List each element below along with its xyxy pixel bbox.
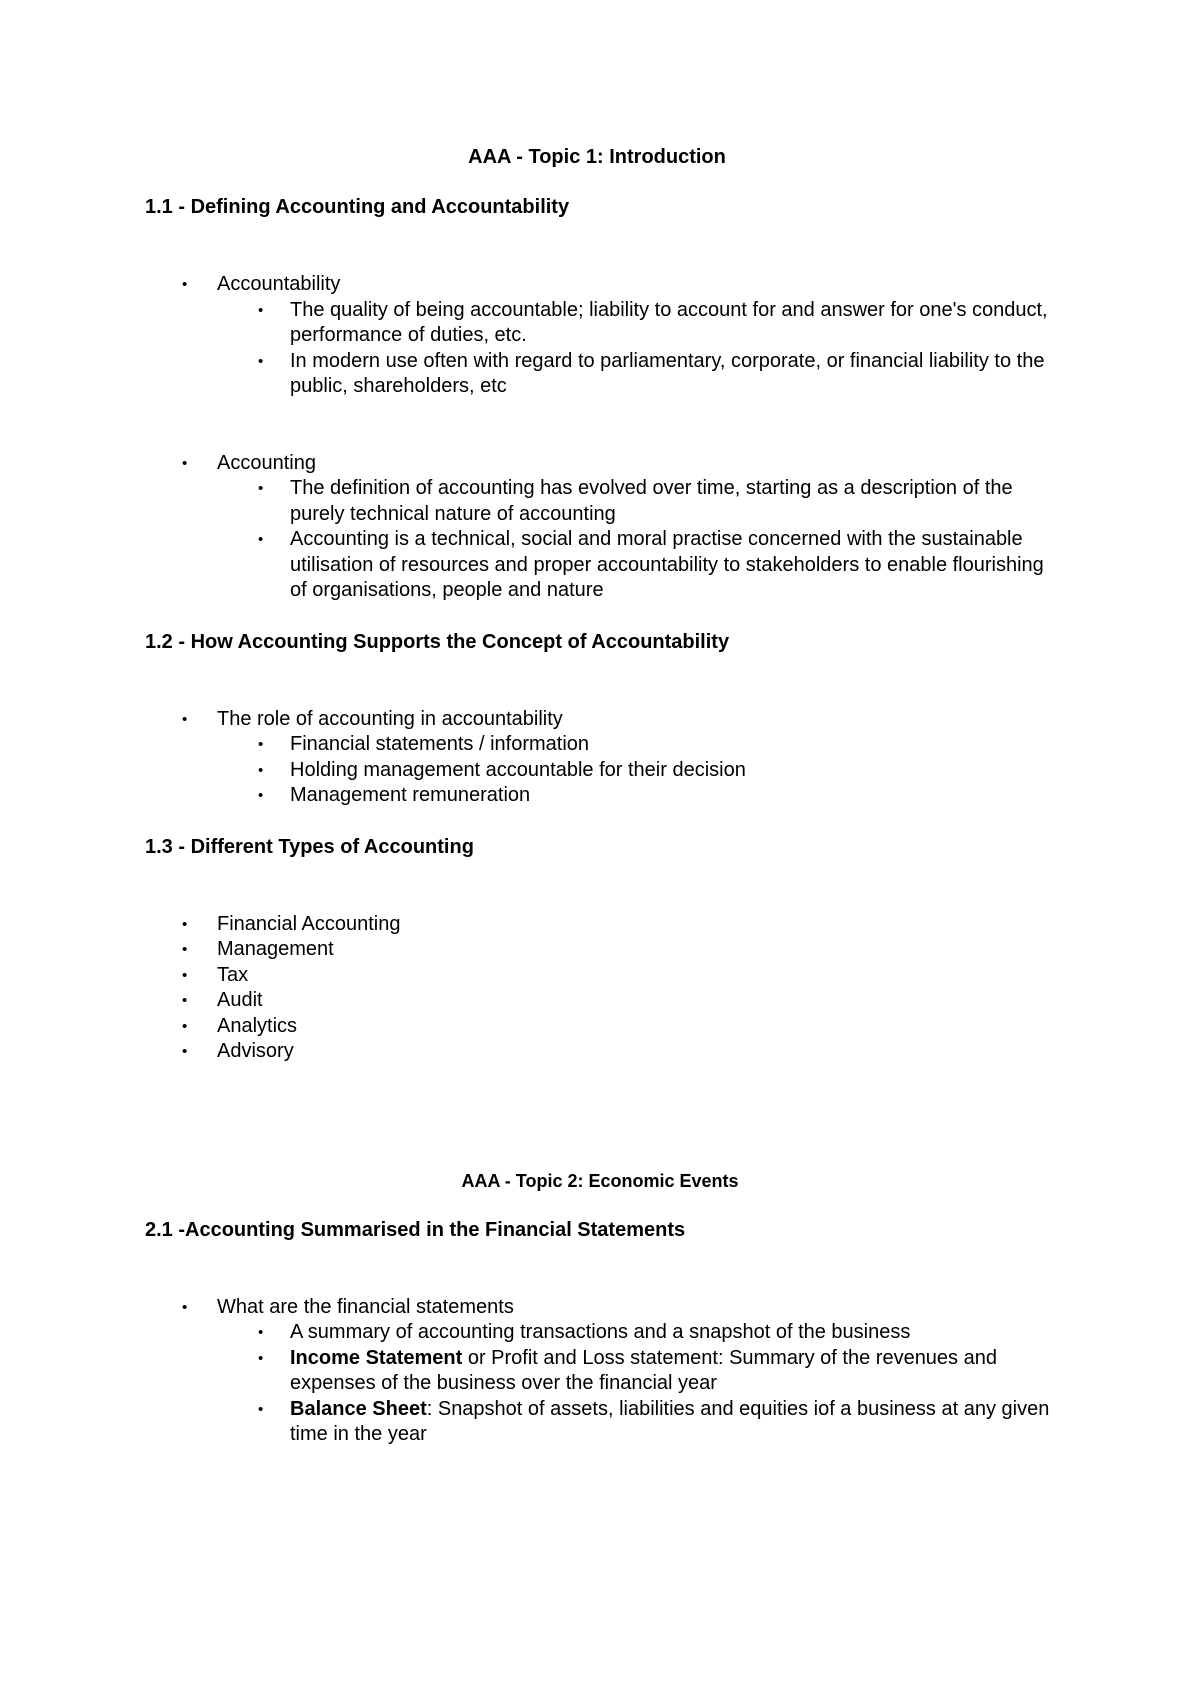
accounting-sublist xyxy=(217,476,1055,604)
bullet-icon: • xyxy=(258,531,264,548)
bullet-icon: • xyxy=(182,966,188,984)
bullet-icon: • xyxy=(182,915,188,933)
bullet-icon: • xyxy=(258,761,264,779)
bullet-icon: • xyxy=(258,736,264,753)
bullet-icon: • xyxy=(258,787,264,804)
list-item: • Analytics xyxy=(145,1014,1055,1040)
list-item: • Holding management accountable for their decision xyxy=(217,758,1055,784)
list-item: • Financial Accounting xyxy=(145,912,1055,938)
list-item-accounting: • Accounting • The definition of accounting has evolved over time, starting as a description of the purely technical nature of accounting • Accounting is a technical, social and moral practise concerned with the sustainable utilisation of resources and proper accountability to stakeholders to enable flourishing of organisations, people and nature xyxy=(145,451,1055,604)
bullet-icon: • xyxy=(182,941,188,958)
section-1-1-list xyxy=(145,272,1055,604)
list-item-balance-sheet: • Balance Sheet: Snapshot of assets, liabilities and equities iof a business at any given time in the year xyxy=(258,1397,1050,1445)
list-item: • In modern use often with regard to parliamentary, corporate, or financial liability to the public, shareholders, etc xyxy=(258,349,1045,397)
section-1-2-heading: 1.2 - How Accounting Supports the Concept of Accountability xyxy=(145,630,730,653)
topic1-title: AAA - Topic 1: Introduction xyxy=(468,146,726,168)
list-item-financial-statements: • What are the financial statements • A summary of accounting transactions and a snapshot of the business • Income Statement or Profit and Loss statement: Summary of the revenues and expenses of the business over the financial year • Balance Sheet: Snapshot of assets, liabilities and equities iof a business at any given time in the year xyxy=(145,1295,1055,1448)
bullet-icon: • xyxy=(258,1400,264,1418)
list-item: • Audit xyxy=(145,988,1055,1014)
list-item: • The quality of being accountable; liability to account for and answer for one's conduct, performance of duties, etc. xyxy=(258,298,1048,346)
list-item: • Management xyxy=(145,937,1055,963)
section-2-1-list xyxy=(145,1295,1055,1448)
section-1-1-heading: 1.1 - Defining Accounting and Accountability xyxy=(145,196,570,218)
list-item: • The definition of accounting has evolved over time, starting as a description of the purely technical nature of accounting xyxy=(258,477,1013,525)
bullet-icon: • xyxy=(182,454,188,472)
bullet-icon: • xyxy=(258,1349,264,1367)
list-item-accountability: • Accountability • The quality of being accountable; liability to account for and answer for one's conduct, performance of duties, etc. • In modern use often with regard to parliamentary, corporate, or financial liability to the public, shareholders, etc xyxy=(145,272,1055,400)
bullet-icon: • xyxy=(258,1324,264,1341)
topic2-title: AAA - Topic 2: Economic Events xyxy=(461,1170,739,1191)
term-income-statement: Income Statement xyxy=(290,1346,463,1369)
section-1-2-list xyxy=(145,707,1055,809)
bullet-icon: • xyxy=(258,352,264,370)
bullet-icon: • xyxy=(182,1017,188,1035)
section-1-3-heading: 1.3 - Different Types of Accounting xyxy=(145,835,474,858)
bullet-icon: • xyxy=(182,1298,188,1316)
bullet-icon: • xyxy=(182,1043,188,1060)
list-item: • Management remuneration xyxy=(217,783,1055,809)
bullet-icon: • xyxy=(258,480,264,497)
list-item-income-statement: • Income Statement or Profit and Loss statement: Summary of the revenues and expenses of the business over the financial year xyxy=(258,1346,997,1394)
list-item: • Advisory xyxy=(145,1039,1055,1065)
term-balance-sheet: Balance Sheet xyxy=(290,1397,427,1420)
bullet-icon: • xyxy=(182,992,188,1009)
section-2-1-heading: 2.1 -Accounting Summarised in the Financial Statements xyxy=(145,1218,686,1241)
bullet-icon: • xyxy=(258,301,264,319)
bullet-icon: • xyxy=(182,276,188,293)
role-sublist xyxy=(217,732,1055,809)
financial-statements-sublist xyxy=(217,1320,1055,1448)
section-1-3-list xyxy=(145,912,1055,1065)
list-item-role-of-accounting: • The role of accounting in accountability • Financial statements / information • Holding management accountable for their decision • Management remuneration xyxy=(145,707,1055,809)
list-item: • Financial statements / information xyxy=(217,732,1055,758)
list-item: • Accounting is a technical, social and moral practise concerned with the sustainable utilisation of resources and proper accountability to stakeholders to enable flourishing of organisations, people and nature xyxy=(258,528,1044,601)
list-item: • Tax xyxy=(145,963,1055,989)
accountability-sublist xyxy=(217,298,1055,400)
bullet-icon: • xyxy=(182,710,188,728)
list-item: • A summary of accounting transactions and a snapshot of the business xyxy=(217,1320,1055,1346)
